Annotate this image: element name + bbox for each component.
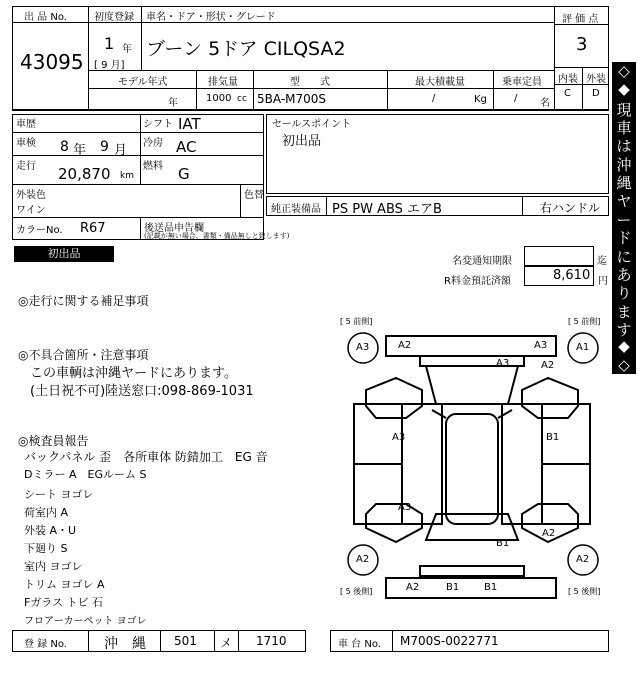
recycle-value: 8,610 [553, 268, 591, 283]
mark-front-bumper-left: A2 [398, 340, 412, 351]
model-year-unit: 年 [168, 98, 178, 109]
inspector-line: 室内 ヨゴレ [24, 560, 83, 573]
sidebar-char: ◇ [618, 62, 630, 80]
aftermarket-label: 後送品申告欄 [144, 223, 204, 234]
defects-title: ◎不具合箇所・注意事項 [18, 348, 149, 362]
recycle-unit: 円 [598, 276, 608, 287]
color-change-label: 色替 [244, 190, 264, 201]
inspection-label: 車検 [16, 138, 36, 149]
car-outline [336, 314, 608, 620]
ext-color-value: ワイン [16, 205, 46, 216]
mark-rear-bumper-left: A2 [406, 582, 420, 593]
mark-hood: A3 [496, 358, 510, 369]
ext-color-label: 外装色 [16, 190, 46, 201]
first-reg-year-unit: 年 [122, 44, 132, 55]
sidebar-char: ◆ [618, 80, 630, 99]
inspector-line: 外装 A・U [24, 524, 77, 537]
defects-line-1: この車輌は沖縄ヤードにあります。 [30, 366, 237, 381]
max-load: / [432, 93, 436, 104]
inspection-month-unit: 月 [114, 143, 128, 158]
inspection-month: 9 [100, 139, 109, 155]
mileage-unit: km [120, 171, 134, 181]
reg-number: 1710 [256, 634, 287, 648]
score: 3 [576, 34, 588, 55]
sidebar-banner [612, 62, 636, 374]
inspector-line: バックパネル 歪 各所車体 防錆加工 EG 音 [24, 450, 268, 464]
tag-front-left: [ 5 前側] [340, 317, 373, 326]
sidebar-char: あ [616, 265, 632, 284]
equipment-label: 純正装備品 [271, 204, 321, 215]
fuel-value: G [178, 165, 190, 183]
chassis-label: 車 台 No. [338, 639, 381, 650]
tag-rear-right: [ 5 後側] [568, 587, 601, 596]
mark-front-bumper-right: A3 [534, 340, 548, 351]
inspector-line: シート ヨゴレ [24, 488, 94, 501]
tag-rear-left: [ 5 後側] [340, 587, 373, 596]
notice-field [524, 246, 594, 266]
sidebar-char: ー [616, 210, 632, 229]
inspector-title: ◎検査員報告 [18, 434, 89, 448]
equipment-value: PS PW ABS エアB [332, 202, 442, 217]
mark-wheel-rr: A2 [576, 554, 590, 565]
first-reg-month: [ 9 月] [94, 60, 125, 71]
mark-front-fender-right: A2 [541, 360, 555, 371]
color-no-value: R67 [80, 221, 106, 236]
lot-number: 43095 [20, 50, 84, 74]
sidebar-char: ド [616, 229, 632, 248]
sidebar-char: に [616, 247, 632, 266]
inspector-line: フロアーカーペット ヨゴレ [24, 616, 147, 627]
sidebar-char: り [616, 284, 632, 303]
car-name: ブーン 5ドア CILQSA2 [146, 38, 346, 60]
max-load-unit: Kg [474, 94, 487, 105]
first-listing-badge: 初出品 [14, 246, 114, 262]
steering-value: 右ハンドル [540, 201, 601, 215]
mileage-value: 20,870 [58, 165, 111, 183]
shift-label: シフト [143, 119, 173, 130]
mark-right-side: B1 [546, 432, 560, 443]
exterior-label: 外装 [586, 74, 606, 85]
notice-label: 名変通知期限 [452, 256, 512, 267]
mark-left-side: A3 [392, 432, 406, 443]
interior-label: 内装 [558, 74, 578, 85]
displacement: 1000 [206, 93, 232, 104]
ac-value: AC [176, 138, 197, 156]
model-label: 型 式 [290, 77, 330, 88]
capacity-unit: 名 [540, 98, 550, 109]
sidebar-char: 車 [616, 119, 632, 138]
mark-rear-bumper-mid: B1 [446, 582, 460, 593]
inspection-year-unit: 年 [73, 143, 87, 158]
interior-grade: C [564, 88, 571, 99]
recycle-label: R料金預託済額 [444, 276, 511, 287]
score-label: 評 価 点 [562, 14, 599, 25]
mark-rear-bumper-right: B1 [484, 582, 498, 593]
inspector-line: 荷室内 A [24, 506, 69, 519]
inspector-line: Fガラス トビ 石 [24, 596, 103, 609]
sidebar-char: ヤ [616, 192, 632, 211]
lot-label: 出 品 No. [24, 12, 67, 23]
model-code: 5BA-M700S [257, 92, 327, 106]
sidebar-char: は [616, 137, 632, 156]
inspector-line: トリム ヨゴレ A [24, 578, 105, 591]
reg-label: 登 録 No. [24, 639, 67, 650]
tag-front-right: [ 5 前側] [568, 317, 601, 326]
sidebar-char: ◆ [618, 337, 630, 356]
car-name-label: 車名・ドア・形状・グレード [146, 12, 276, 23]
model-year-label: モデル年式 [118, 77, 168, 88]
inspector-line: 下廻り S [24, 542, 68, 555]
reg-class: 501 [174, 634, 197, 648]
color-no-label: カラーNo. [16, 225, 63, 236]
damage-diagram [336, 314, 608, 620]
sidebar-char: 現 [616, 100, 632, 119]
inspector-line: Dミラー A EGルーム S [24, 468, 147, 481]
driving-notes-title: ◎走行に関する補足事項 [18, 294, 149, 308]
sales-point-label: セールスポイント [272, 119, 352, 130]
ac-label: 冷房 [143, 138, 163, 149]
aftermarket-note: (記載が無い場合、書類・備品無しと致します) [144, 232, 290, 240]
capacity-label: 乗車定員 [502, 77, 542, 88]
mark-right-rear-fender: A2 [542, 528, 556, 539]
mark-wheel-rl: A2 [356, 554, 370, 565]
defects-line-2: (土日祝不可)陸送窓口:098-869-1031 [30, 384, 254, 399]
history-label: 車歴 [16, 119, 36, 130]
max-load-label: 最大積載量 [415, 77, 465, 88]
first-reg-year: 1 [104, 34, 115, 53]
notice-unit: 迄 [597, 256, 607, 267]
mark-rear-gate: B1 [496, 538, 510, 549]
capacity: / [514, 93, 518, 104]
chassis-value: M700S-0022771 [400, 634, 499, 648]
mileage-label: 走行 [16, 161, 36, 172]
mark-wheel-fr: A1 [576, 342, 590, 353]
sidebar-char: ◇ [618, 355, 630, 374]
shift-value: IAT [178, 115, 201, 133]
sidebar-char: 縄 [616, 174, 632, 193]
displacement-label: 排気量 [208, 77, 238, 88]
sidebar-char: 沖 [616, 155, 632, 174]
first-reg-label: 初度登録 [94, 12, 134, 23]
exterior-grade: D [592, 88, 600, 99]
sales-point-value: 初出品 [282, 134, 322, 149]
reg-kana: メ [220, 636, 233, 650]
mark-wheel-fl: A3 [356, 342, 370, 353]
inspection-year: 8 [60, 139, 69, 155]
displacement-unit: cc [237, 94, 247, 104]
reg-region: 沖 縄 [104, 636, 146, 652]
mark-left-rear-door: A3 [398, 502, 412, 513]
sidebar-char: ま [616, 302, 632, 321]
sidebar-char: す [616, 320, 632, 339]
fuel-label: 燃料 [143, 161, 163, 172]
